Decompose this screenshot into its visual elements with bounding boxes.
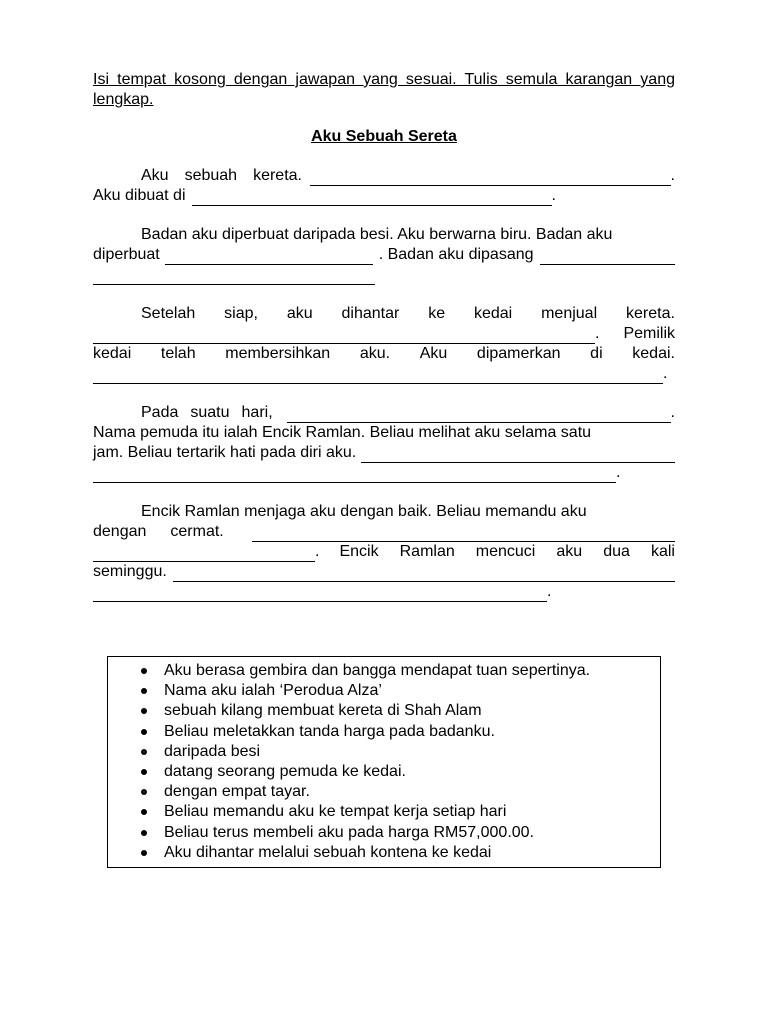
answer-item: Beliau terus membeli aku pada harga RM57,000.00. <box>138 823 660 843</box>
answer-box <box>107 656 661 868</box>
paragraph-4: Pada suatu hari, . Nama pemuda itu ialah Encik Ramlan. Beliau melihat aku selama satu jam. Beliau tertarik hati pada diri aku. . <box>93 404 675 481</box>
answer-item: Nama aku ialah ‘Perodua Alza’ <box>138 681 660 701</box>
blank-4[interactable] <box>540 249 675 265</box>
answer-item: daripada besi <box>138 742 660 762</box>
blank-5[interactable] <box>93 328 595 344</box>
p5-line-3: Encik Ramlan mencuci aku dua kali <box>339 543 675 560</box>
paragraph-5: Encik Ramlan menjaga aku dengan baik. Beliau memandu aku dengan cermat. . Encik Ramlan mencuci aku dua kali seminggu. . <box>93 503 675 600</box>
blank-6[interactable] <box>93 368 663 384</box>
blank-8-cont[interactable] <box>93 467 616 483</box>
instruction-text: Isi tempat kosong dengan jawapan yang sesuai. Tulis semula karangan yang lengkap. <box>93 71 675 108</box>
answer-list <box>138 661 660 863</box>
blank-3[interactable] <box>165 249 373 265</box>
blank-9[interactable] <box>252 526 675 542</box>
blank-7[interactable] <box>287 407 671 423</box>
answer-item: sebuah kilang membuat kereta di Shah Alam <box>138 701 660 721</box>
paragraph-1: Aku sebuah kereta. . Aku dibuat di . <box>93 167 675 204</box>
answer-item: datang seorang pemuda ke kedai. <box>138 762 660 782</box>
p3-line-1: Setelah siap, aku dihantar ke kedai menjual kereta. <box>141 305 675 322</box>
blank-2[interactable] <box>192 190 552 206</box>
answer-item: Beliau memandu aku ke tempat kerja setiap hari <box>138 802 660 822</box>
blank-10-cont[interactable] <box>93 586 547 602</box>
blank-4-cont[interactable] <box>93 269 375 285</box>
blank-8[interactable] <box>361 447 675 463</box>
blank-10[interactable] <box>173 566 675 582</box>
answer-item: Aku berasa gembira dan bangga mendapat tuan sepertinya. <box>138 661 660 681</box>
essay-title: Aku Sebuah Sereta <box>311 128 457 145</box>
blank-9-cont[interactable] <box>93 546 315 562</box>
paragraph-3: Setelah siap, aku dihantar ke kedai menjual kereta. . Pemilik kedai telah membersihkan aku. Aku dipamerkan di kedai. . <box>93 305 675 382</box>
answer-item: dengan empat tayar. <box>138 782 660 802</box>
worksheet <box>93 70 675 621</box>
answer-item: Beliau meletakkan tanda harga pada badanku. <box>138 722 660 742</box>
blank-1[interactable] <box>310 170 671 186</box>
paragraph-2: Badan aku diperbuat daripada besi. Aku berwarna biru. Badan aku diperbuat . Badan aku dipasang <box>93 225 675 285</box>
answer-item: Aku dihantar melalui sebuah kontena ke kedai <box>138 843 660 863</box>
